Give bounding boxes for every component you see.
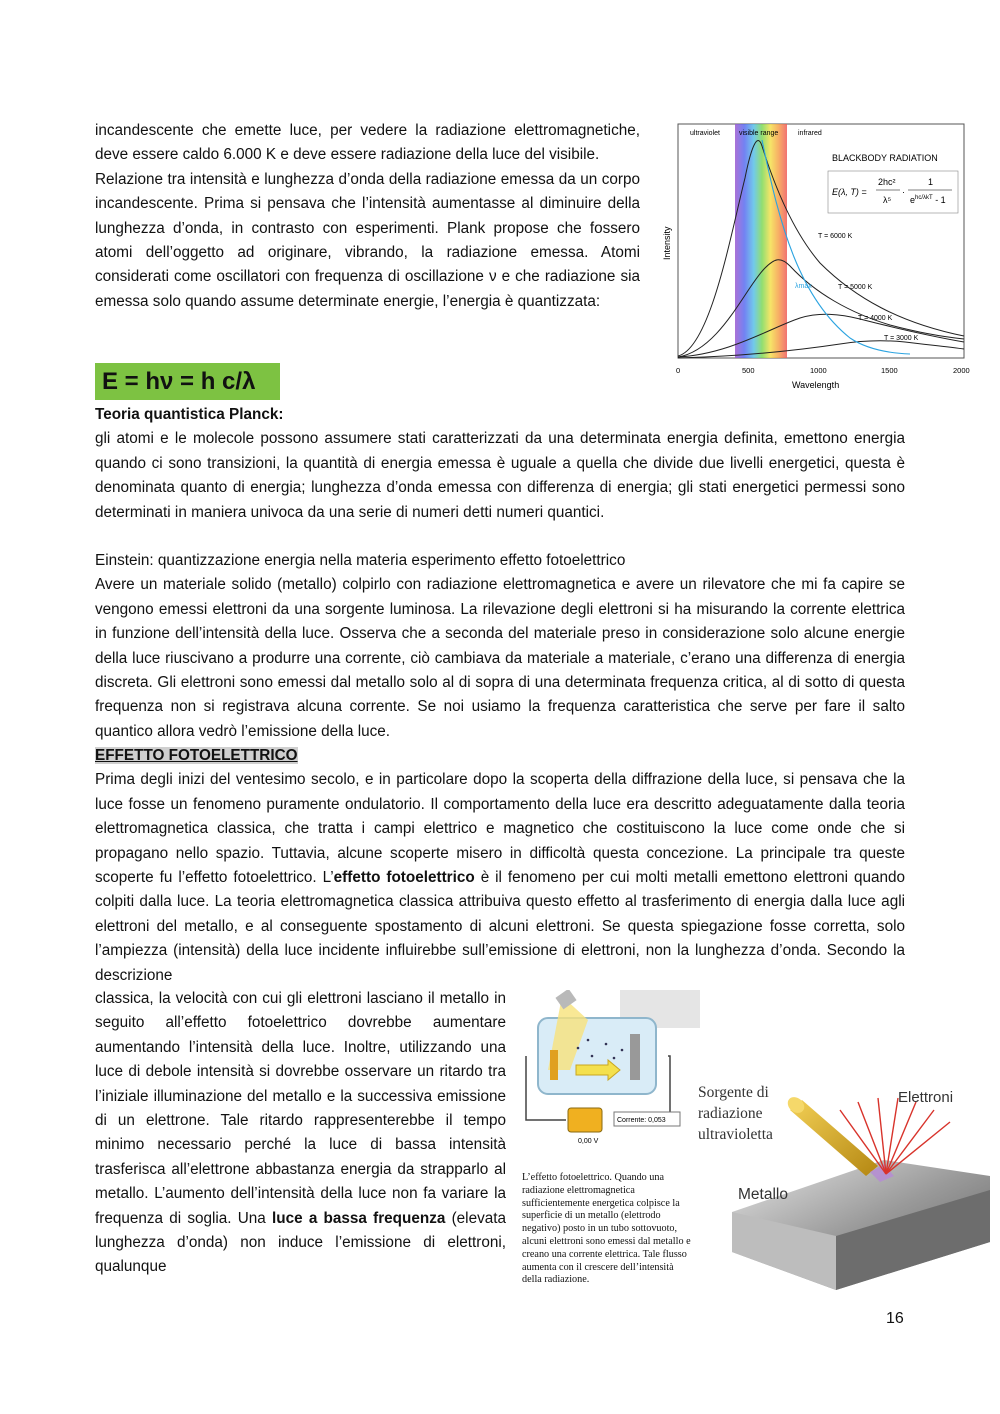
x-tick-2000: 2000 (953, 366, 970, 375)
visible-band (735, 124, 787, 358)
svg-text:·: · (902, 187, 905, 197)
effetto-p1-end: è il fenomeno per cui molti metalli emettono elettroni quando colpiti dalla luce. La teoria elettromagnetica classica attribuiva questo effetto al trasferimento di energia dalla luce agli elettroni del metallo, e al conseguente spostamento di alcuni elettroni. Se questa spiegazione fosse corretta, solo l’ampiezza (intensità) della luce incidente influirebbe sull’emissione di elettroni, non la lunghezza d’onda. Secondo la descrizione (95, 869, 906, 984)
electrons-label: Elettroni (898, 1089, 954, 1106)
voltage-label: 0,00 V (578, 1138, 599, 1145)
curve-label-6000k: T = 6000 K (818, 233, 853, 240)
einstein-section (95, 549, 905, 744)
planck-section (95, 403, 905, 525)
y-axis-label: Intensity (662, 226, 672, 260)
battery (568, 1108, 602, 1132)
planck-formula: E = hν = h c/λ (95, 363, 280, 400)
svg-text:λ⁵: λ⁵ (883, 195, 892, 205)
curve-label-3000k: T = 3000 K (884, 335, 919, 342)
effetto-narrow-column (95, 987, 506, 1280)
curve-label-4000k: T = 4000 K (858, 315, 893, 322)
svg-text:1: 1 (928, 177, 934, 187)
curve-label-5000k: T = 5000 K (838, 284, 873, 291)
figure-caption: L’effetto fotoelettrico. Quando una radiazione elettromagnetica sufficientemente energetica colpisce la superficie di un metallo (elettrodo negativo) posto in un tubo sottovuoto, alcuni elettroni sono emessi dal metallo e creano una corrente elettrica. Tale flusso aumenta con il crescere dell’intensità della radiazione. (522, 1172, 691, 1286)
effetto-p2-end: (elevata lunghezza d’onda) non induce l’emissione di elettroni, qualunque (95, 1209, 506, 1276)
effetto-paragraph-1 (95, 768, 905, 988)
meter-label: Corrente: 0,053 (617, 1117, 666, 1124)
band-label-visible: visible range (739, 130, 779, 137)
planck-law-formula (828, 171, 958, 213)
svg-text:2hc²: 2hc² (878, 177, 896, 187)
effetto-heading: EFFETTO FOTOELETTRICO (95, 747, 298, 764)
x-tick-0: 0 (676, 366, 681, 375)
effetto-section (95, 744, 905, 988)
effetto-p2-text: classica, la velocità con cui gli elettroni lasciano il metallo in seguito all’effetto fotoelettrico dovrebbe aumentare aumentando l’intensità della luce. Inoltre, utilizzando una luce di debole intensità si dovrebbe osservare un ritardo tra l’iniziale illuminazione del metallo e la successiva emissione di un elettrone. Tale ritardo rappresenterebbe il tempo minimo necessario perché la luce di bassa intensità trasferisca all’elettrone abbastanza energia da strapparlo al metallo. L’aumento dell’intensità della luce non fa variare la frequenza di soglia. Una (95, 990, 506, 1227)
intro-text (95, 119, 640, 314)
lambda-max-label: λmax (795, 283, 812, 290)
page-number: 16 (886, 1310, 904, 1327)
blackbody-radiation-figure (650, 118, 972, 396)
source-label: Sorgente di radiazione ultravioletta (698, 1084, 773, 1143)
effetto-p1-text: Prima degli inizi del ventesimo secolo, e in particolare dopo la scoperta della diffrazione della luce, si pensava che la luce fosse un fenomeno puramente ondulatorio. Il comportamento della luce era descritto adeguatamente dalla teoria elettromagnetica classica, che tratta i campi elettrico e magnetico che costituiscono la luce come onde che si propagano nello spazio. Tuttavia, alcune scoperte misero in difficoltà questa concezione. La principale tra queste scoperte fu l’effetto fotoelettrico. L’ (95, 771, 905, 887)
effetto-paragraph-2 (95, 987, 506, 1280)
einstein-body: Avere un materiale solido (metallo) colpirlo con radiazione elettromagnetica e avere un rilevatore che mi fa capire se vengono emessi elettroni da una sorgente luminosa. La rilevazione degli elettroni si ha misurando la corrente elettrica in funzione dell’intensità della luce. Osserva che a seconda del materiale preso in considerazione solo alcune energie della luce riuscivano a produrre una corrente, ciò cambiava da materiale a materiale, c’erano una differenza di energia discreta. Gli elettroni sono emessi dal metallo solo al di sopra di una determinata frequenza critica, al di sotto di questa frequenza non si registrava alcuna corrente. Se noi usiamo la frequenza caratteristica che serve per fare il salto quantico allora vedrò l’emissione della luce. (95, 576, 905, 740)
planck-body: gli atomi e le molecole possono assumere stati caratterizzati da una determinata energia definita, emettono energia quando ci sono transizioni, la quantità di energia emessa è uguale a quella che divide due livelli energetici, questa è denominata quanto di energia; lunghezza d’onda emessa con differenza di energia; gli stati energetici permessi sono determinati in maniera univoca da una serie di numeri detti numeri quantici. (95, 430, 905, 521)
x-tick-1500: 1500 (881, 366, 898, 375)
svg-text:ehc/λkT - 1: $e^{hc/\lambda kT} - 1$ (910, 195, 946, 205)
band-label-infrared: infrared (798, 130, 822, 137)
x-axis-label: Wavelength (792, 380, 840, 390)
effetto-p1-bold: effetto fotoelettrico (333, 869, 475, 887)
effetto-p2-bold: luce a bassa frequenza (272, 1209, 446, 1227)
einstein-heading: Einstein: quantizzazione energia nella materia esperimento effetto fotoelettrico (95, 552, 626, 569)
chart-title: BLACKBODY RADIATION (832, 153, 938, 163)
x-tick-1000: 1000 (810, 366, 827, 375)
planck-heading: Teoria quantistica Planck: (95, 406, 284, 423)
metal-label: Metallo (738, 1186, 788, 1203)
intro-paragraph-2: Relazione tra intensità e lunghezza d’onda della radiazione emessa da un corpo incandescente. Prima si pensava che l’intensità aumentasse al diminuire della lunghezza d’onda, in contrasto con esperimenti. Plank propose che fossero atomi dell’oggetto ad originare, vibrando, la radiazione emessa. Atomi considerati come oscillatori con frequenza di oscillazione ν e che radiazione sia emessa solo quando assume determinate energie, l’energia è quantizzata: (95, 170, 640, 310)
band-label-ultraviolet: ultraviolet (690, 130, 720, 137)
photoelectric-figure (518, 990, 990, 1300)
svg-text:E(λ, T) =: E(λ, T) = (832, 187, 867, 197)
x-tick-500: 500 (742, 366, 755, 375)
intro-paragraph-1: incandescente che emette luce, per vedere la radiazione elettromagnetiche, deve essere caldo 6.000 K e deve essere radiazione della luce del visibile. (95, 122, 640, 164)
